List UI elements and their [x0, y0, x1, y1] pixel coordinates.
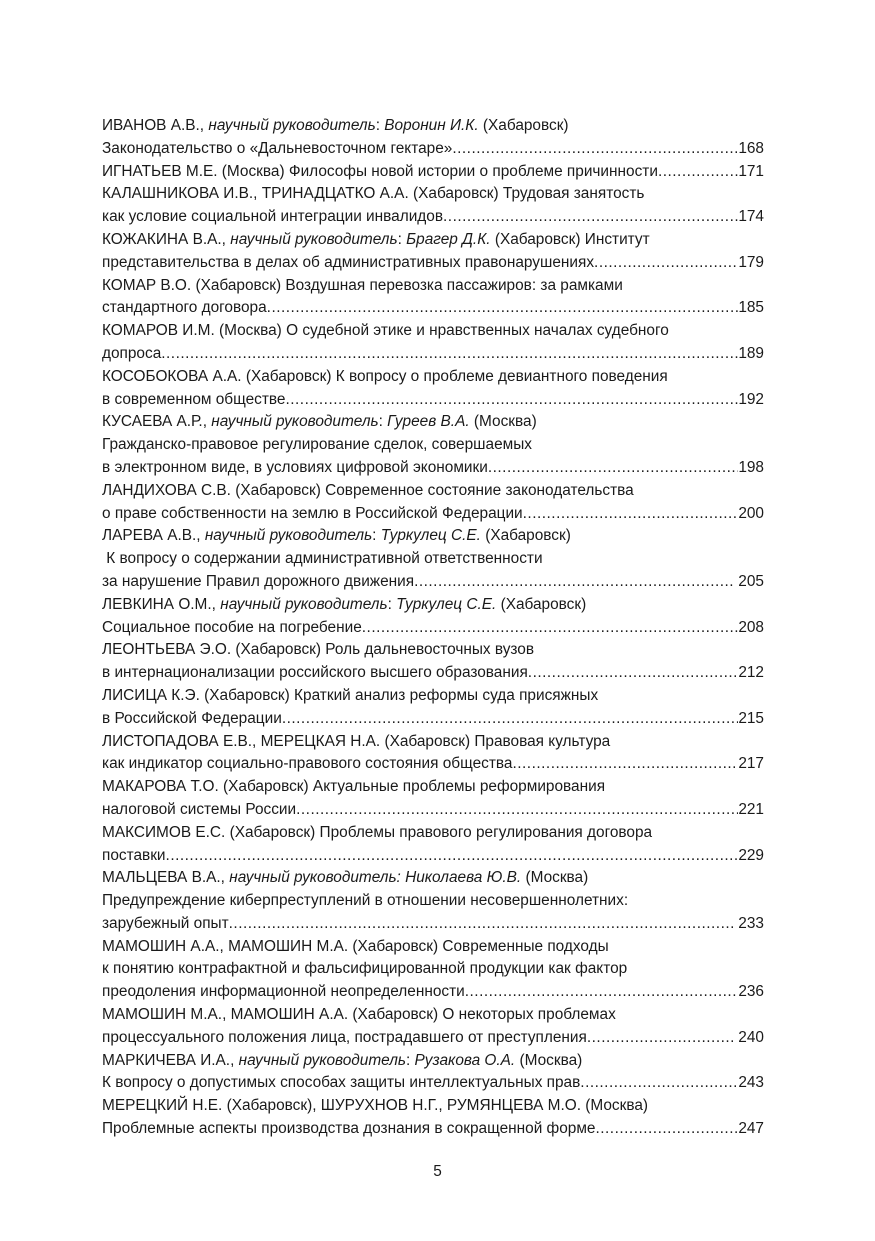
toc-entry-title-end: преодоления информационной неопределенности — [102, 983, 465, 1001]
toc-entry — [102, 161, 764, 184]
toc-entry-author-line — [102, 867, 764, 890]
toc-entry-text: КАЛАШНИКОВА И.В., ТРИНАДЦАТКО А.А. (Хабаровск) Трудовая занятость — [102, 185, 645, 203]
toc-entry-text: КОСОБОКОВА А.А. (Хабаровск) К вопросу о проблеме девиантного поведения — [102, 367, 668, 385]
toc-entry-final-line — [102, 389, 764, 412]
toc-entry-text: КОМАРОВ И.М. (Москва) О судебной этике и нравственных началах судебного — [102, 322, 669, 340]
toc-entry-text: ЛЕОНТЬЕВА Э.О. (Хабаровск) Роль дальневосточных вузов — [102, 641, 535, 659]
toc-entry-text: : — [375, 117, 385, 134]
toc-entry-page-number: 205 — [734, 572, 764, 590]
dot-leader — [595, 1118, 738, 1141]
toc-entry-text: (Москва) — [469, 413, 537, 431]
dot-leader — [296, 799, 738, 822]
toc-entry-page-number: 208 — [738, 618, 764, 636]
toc-entry-italic-text: научный руководитель — [238, 1051, 406, 1069]
toc-entry-author-line — [102, 1050, 764, 1073]
toc-entry — [102, 776, 764, 822]
toc-entry — [102, 366, 764, 412]
toc-entry-title-line: К вопросу о содержании административной ответственности — [102, 550, 543, 568]
toc-entry-author-line — [102, 685, 764, 708]
toc-entry — [102, 480, 764, 526]
toc-entry-page-number: 171 — [738, 162, 764, 180]
toc-entry-final-line — [102, 343, 764, 366]
toc-entry-page-number: 229 — [738, 846, 764, 864]
toc-entry-page-number: 192 — [738, 390, 764, 408]
toc-entry-text: КОЖАКИНА В.А., — [102, 230, 231, 248]
toc-entry-title-end: за нарушение Правил дорожного движения — [102, 572, 415, 590]
toc-entry-page-number: 243 — [738, 1074, 764, 1092]
toc-entry-author-line — [102, 480, 764, 503]
toc-entry-text: МЕРЕЦКИЙ Н.Е. (Хабаровск), ШУРУХНОВ Н.Г., РУМЯНЦЕВА М.О. (Москва) — [102, 1097, 649, 1115]
toc-entry-final-line — [102, 1027, 764, 1050]
toc-entry-text: ЛАРЕВА А.В., — [102, 527, 205, 545]
toc-entry-text: МАМОШИН М.А., МАМОШИН А.А. (Хабаровск) О некоторых проблемах — [102, 1006, 616, 1024]
toc-entry — [102, 1050, 764, 1096]
toc-entry — [102, 1095, 764, 1141]
toc-entry-final-line — [102, 503, 764, 526]
toc-entry-text: (Москва) — [515, 1051, 583, 1069]
toc-entry-text: МАКСИМОВ Е.С. (Хабаровск) Проблемы правового регулирования договора — [102, 823, 653, 841]
dot-leader — [658, 161, 738, 184]
toc-entry-page-number: 215 — [738, 709, 764, 727]
toc-entry-final-line — [102, 206, 764, 229]
toc-entry-text: : — [372, 527, 381, 545]
toc-entry-text: КОМАР В.О. (Хабаровск) Воздушная перевозка пассажиров: за рамками — [102, 276, 623, 294]
toc-entry-final-line — [102, 457, 764, 480]
toc-entry-title-end: в интернационализации российского высшего образования — [102, 664, 528, 682]
toc-entry-text: ЛИСТОПАДОВА Е.В., МЕРЕЦКАЯ Н.А. (Хабаровск) Правовая культура — [102, 732, 611, 750]
page-number: 5 — [433, 1163, 442, 1180]
toc-entry-author-line — [102, 822, 764, 845]
toc-entry — [102, 320, 764, 366]
toc-entry-italic-text: научный руководитель — [211, 413, 379, 431]
dot-leader — [587, 1027, 734, 1050]
toc-entry-final-line — [102, 297, 764, 320]
toc-entry-text: (Хабаровск) — [480, 527, 571, 545]
toc-entry-final-line — [102, 662, 764, 685]
dot-leader — [512, 753, 738, 776]
toc-entry-title-line: Гражданско-правовое регулирование сделок, совершаемых — [102, 436, 532, 454]
toc-entry-page-number: 198 — [738, 458, 764, 476]
toc-entry-italic-text: Брагер Д.К. — [406, 230, 491, 248]
toc-entry-author-line — [102, 525, 764, 548]
toc-entry-text: (Хабаровск) — [496, 595, 587, 613]
toc-entry-text: ЛЕВКИНА О.М., — [102, 595, 221, 613]
toc-entry-page-number: 174 — [738, 208, 764, 226]
toc-entry-final-line — [102, 161, 764, 184]
toc-entry — [102, 1004, 764, 1050]
toc-entry-page-number: 200 — [738, 504, 764, 522]
dot-leader — [465, 981, 739, 1004]
toc-entry-final-line — [102, 571, 764, 594]
dot-leader — [161, 343, 738, 366]
dot-leader — [414, 571, 734, 594]
toc-entry-text: ЛИСИЦА К.Э. (Хабаровск) Краткий анализ реформы суда присяжных — [102, 686, 599, 704]
toc-entry — [102, 731, 764, 777]
dot-leader — [594, 252, 738, 275]
toc-entry-italic-text: научный руководитель — [204, 527, 373, 545]
toc-entry-page-number: 240 — [734, 1028, 764, 1046]
toc-entry-title-line: Предупреждение киберпреступлений в отношении несовершеннолетних: — [102, 892, 629, 910]
toc-entry-text: МАРКИЧЕВА И.А., — [102, 1051, 239, 1069]
toc-entry-final-line — [102, 617, 764, 640]
toc-entry-final-line — [102, 845, 764, 868]
toc-entry-text: : — [405, 1051, 415, 1069]
toc-entry-text: МАЛЬЦЕВА В.А., — [102, 869, 230, 887]
toc-entry-title-end: поставки — [102, 846, 166, 864]
toc-entry — [102, 183, 764, 229]
toc-entry-final-line — [102, 252, 764, 275]
toc-entry-text: (Москва) — [521, 869, 589, 887]
toc-entry-author-line — [102, 1004, 764, 1027]
dot-leader — [443, 206, 738, 229]
dot-leader — [580, 1072, 738, 1095]
toc-entry-page-number: 217 — [738, 755, 764, 773]
toc-entry-text: МАМОШИН А.А., МАМОШИН М.А. (Хабаровск) Современные подходы — [102, 937, 609, 955]
toc-entry-author-line — [102, 411, 764, 434]
toc-entry-final-line — [102, 1072, 764, 1095]
toc-entry-title-end: налоговой системы России — [102, 800, 297, 818]
toc-entry-author-line — [102, 275, 764, 298]
toc-entry-text: ИВАНОВ А.В., — [102, 117, 209, 134]
toc-entry — [102, 275, 764, 321]
toc-entry — [102, 936, 764, 1004]
toc-entry-title-end: зарубежный опыт — [102, 914, 229, 932]
toc-entry-italic-text: Туркулец С.Е. — [396, 595, 497, 613]
toc-entry-title-end: в современном обществе — [102, 390, 286, 408]
toc-entry-italic-text: Туркулец С.Е. — [380, 527, 481, 545]
dot-leader — [362, 617, 739, 640]
toc-entry-final-line — [102, 1118, 764, 1141]
toc-entry-italic-text: научный руководитель — [230, 230, 398, 248]
toc-entry-title-end: Проблемные аспекты производства дознания в сокращенной форме — [102, 1120, 596, 1138]
toc-entry-final-line — [102, 753, 764, 776]
toc-entry-title-end: о праве собственности на землю в Российской Федерации — [102, 504, 523, 522]
toc-entry-italic-text: Гуреев В.А. — [387, 413, 470, 431]
dot-leader — [282, 708, 739, 731]
toc-entry-title-end: как индикатор социально-правового состояния общества — [102, 755, 513, 773]
dot-leader — [229, 913, 734, 936]
toc-entry-page-number: 221 — [738, 800, 764, 818]
toc-entry-italic-text: Воронин И.К. — [384, 117, 479, 134]
toc-entry-page-number: 236 — [738, 983, 764, 1001]
toc-entry-title-end: стандартного договора — [102, 299, 267, 317]
table-of-contents — [102, 115, 764, 1141]
toc-entry — [102, 867, 764, 935]
dot-leader — [285, 389, 738, 412]
toc-entry-title-end: Социальное пособие на погребение — [102, 618, 362, 636]
toc-entry-page-number: 247 — [738, 1120, 764, 1138]
toc-entry-author-line — [102, 776, 764, 799]
toc-entry — [102, 229, 764, 275]
toc-entry-text: ЛАНДИХОВА С.В. (Хабаровск) Современное состояние законодательства — [102, 481, 634, 499]
toc-entry — [102, 594, 764, 640]
toc-entry-author-line — [102, 366, 764, 389]
toc-entry-final-line — [102, 981, 764, 1004]
toc-entry-title-end: в электронном виде, в условиях цифровой экономики — [102, 458, 488, 476]
toc-entry-text: : — [378, 413, 388, 431]
toc-entry-text: МАКАРОВА Т.О. (Хабаровск) Актуальные проблемы реформирования — [102, 778, 606, 796]
toc-entry-author-line — [102, 320, 764, 343]
toc-entry-final-line — [102, 913, 764, 936]
dot-leader — [452, 138, 738, 161]
toc-entry-title-end: К вопросу о допустимых способах защиты интеллектуальных прав — [102, 1074, 581, 1092]
toc-entry — [102, 525, 764, 593]
toc-entry — [102, 411, 764, 479]
toc-entry-author-line — [102, 936, 764, 959]
toc-entry-italic-text: Рузакова О.А. — [414, 1051, 516, 1069]
toc-entry-page-number: 212 — [738, 664, 764, 682]
toc-entry — [102, 115, 764, 161]
toc-entry-author-line — [102, 229, 764, 252]
toc-entry-author-line — [102, 115, 764, 138]
dot-leader — [528, 662, 739, 685]
toc-entry-text: (Хабаровск) — [478, 117, 569, 134]
toc-entry-page-number: 185 — [738, 299, 764, 317]
toc-entry-title-end: Законодательство о «Дальневосточном гектаре» — [102, 139, 453, 157]
toc-entry-italic-text: научный руководитель: Николаева Ю.В. — [229, 869, 522, 887]
toc-entry-text: (Хабаровск) Институт — [490, 230, 650, 248]
toc-entry-author-line — [102, 1095, 764, 1118]
toc-entry-author-line — [102, 731, 764, 754]
dot-leader — [523, 503, 739, 526]
toc-entry-author-line — [102, 639, 764, 662]
dot-leader — [488, 457, 738, 480]
toc-entry-final-line — [102, 799, 764, 822]
toc-entry-title-end: процессуального положения лица, пострадавшего от преступления — [102, 1028, 587, 1046]
toc-entry-text: КУСАЕВА А.Р., — [102, 413, 212, 431]
toc-entry-title-end: в Российской Федерации — [102, 709, 282, 727]
toc-entry-final-line — [102, 708, 764, 731]
toc-entry-page-number: 168 — [738, 139, 764, 157]
toc-entry-title-end: представительства в делах об административных правонарушениях — [102, 253, 595, 271]
toc-entry-text: : — [387, 595, 397, 613]
toc-entry-author-line — [102, 594, 764, 617]
toc-entry-page-number: 233 — [734, 914, 764, 932]
toc-entry-page-number: 189 — [738, 344, 764, 362]
toc-entry-title-end: ИГНАТЬЕВ М.Е. (Москва) Философы новой истории о проблеме причинности — [102, 162, 658, 180]
toc-entry-title-line: к понятию контрафактной и фальсифицированной продукции как фактор — [102, 960, 628, 978]
dot-leader — [166, 845, 739, 868]
toc-entry — [102, 822, 764, 868]
toc-entry-italic-text: научный руководитель — [220, 595, 388, 613]
toc-entry-text: : — [397, 230, 407, 248]
toc-entry — [102, 639, 764, 685]
toc-entry-author-line — [102, 183, 764, 206]
toc-entry-italic-text: научный руководитель — [208, 117, 376, 134]
toc-entry-title-end: допроса — [102, 344, 162, 362]
toc-entry-title-end: как условие социальной интеграции инвалидов — [102, 208, 444, 226]
toc-entry-final-line — [102, 138, 764, 161]
toc-entry-page-number: 179 — [738, 253, 764, 271]
toc-entry — [102, 685, 764, 731]
dot-leader — [267, 297, 739, 320]
